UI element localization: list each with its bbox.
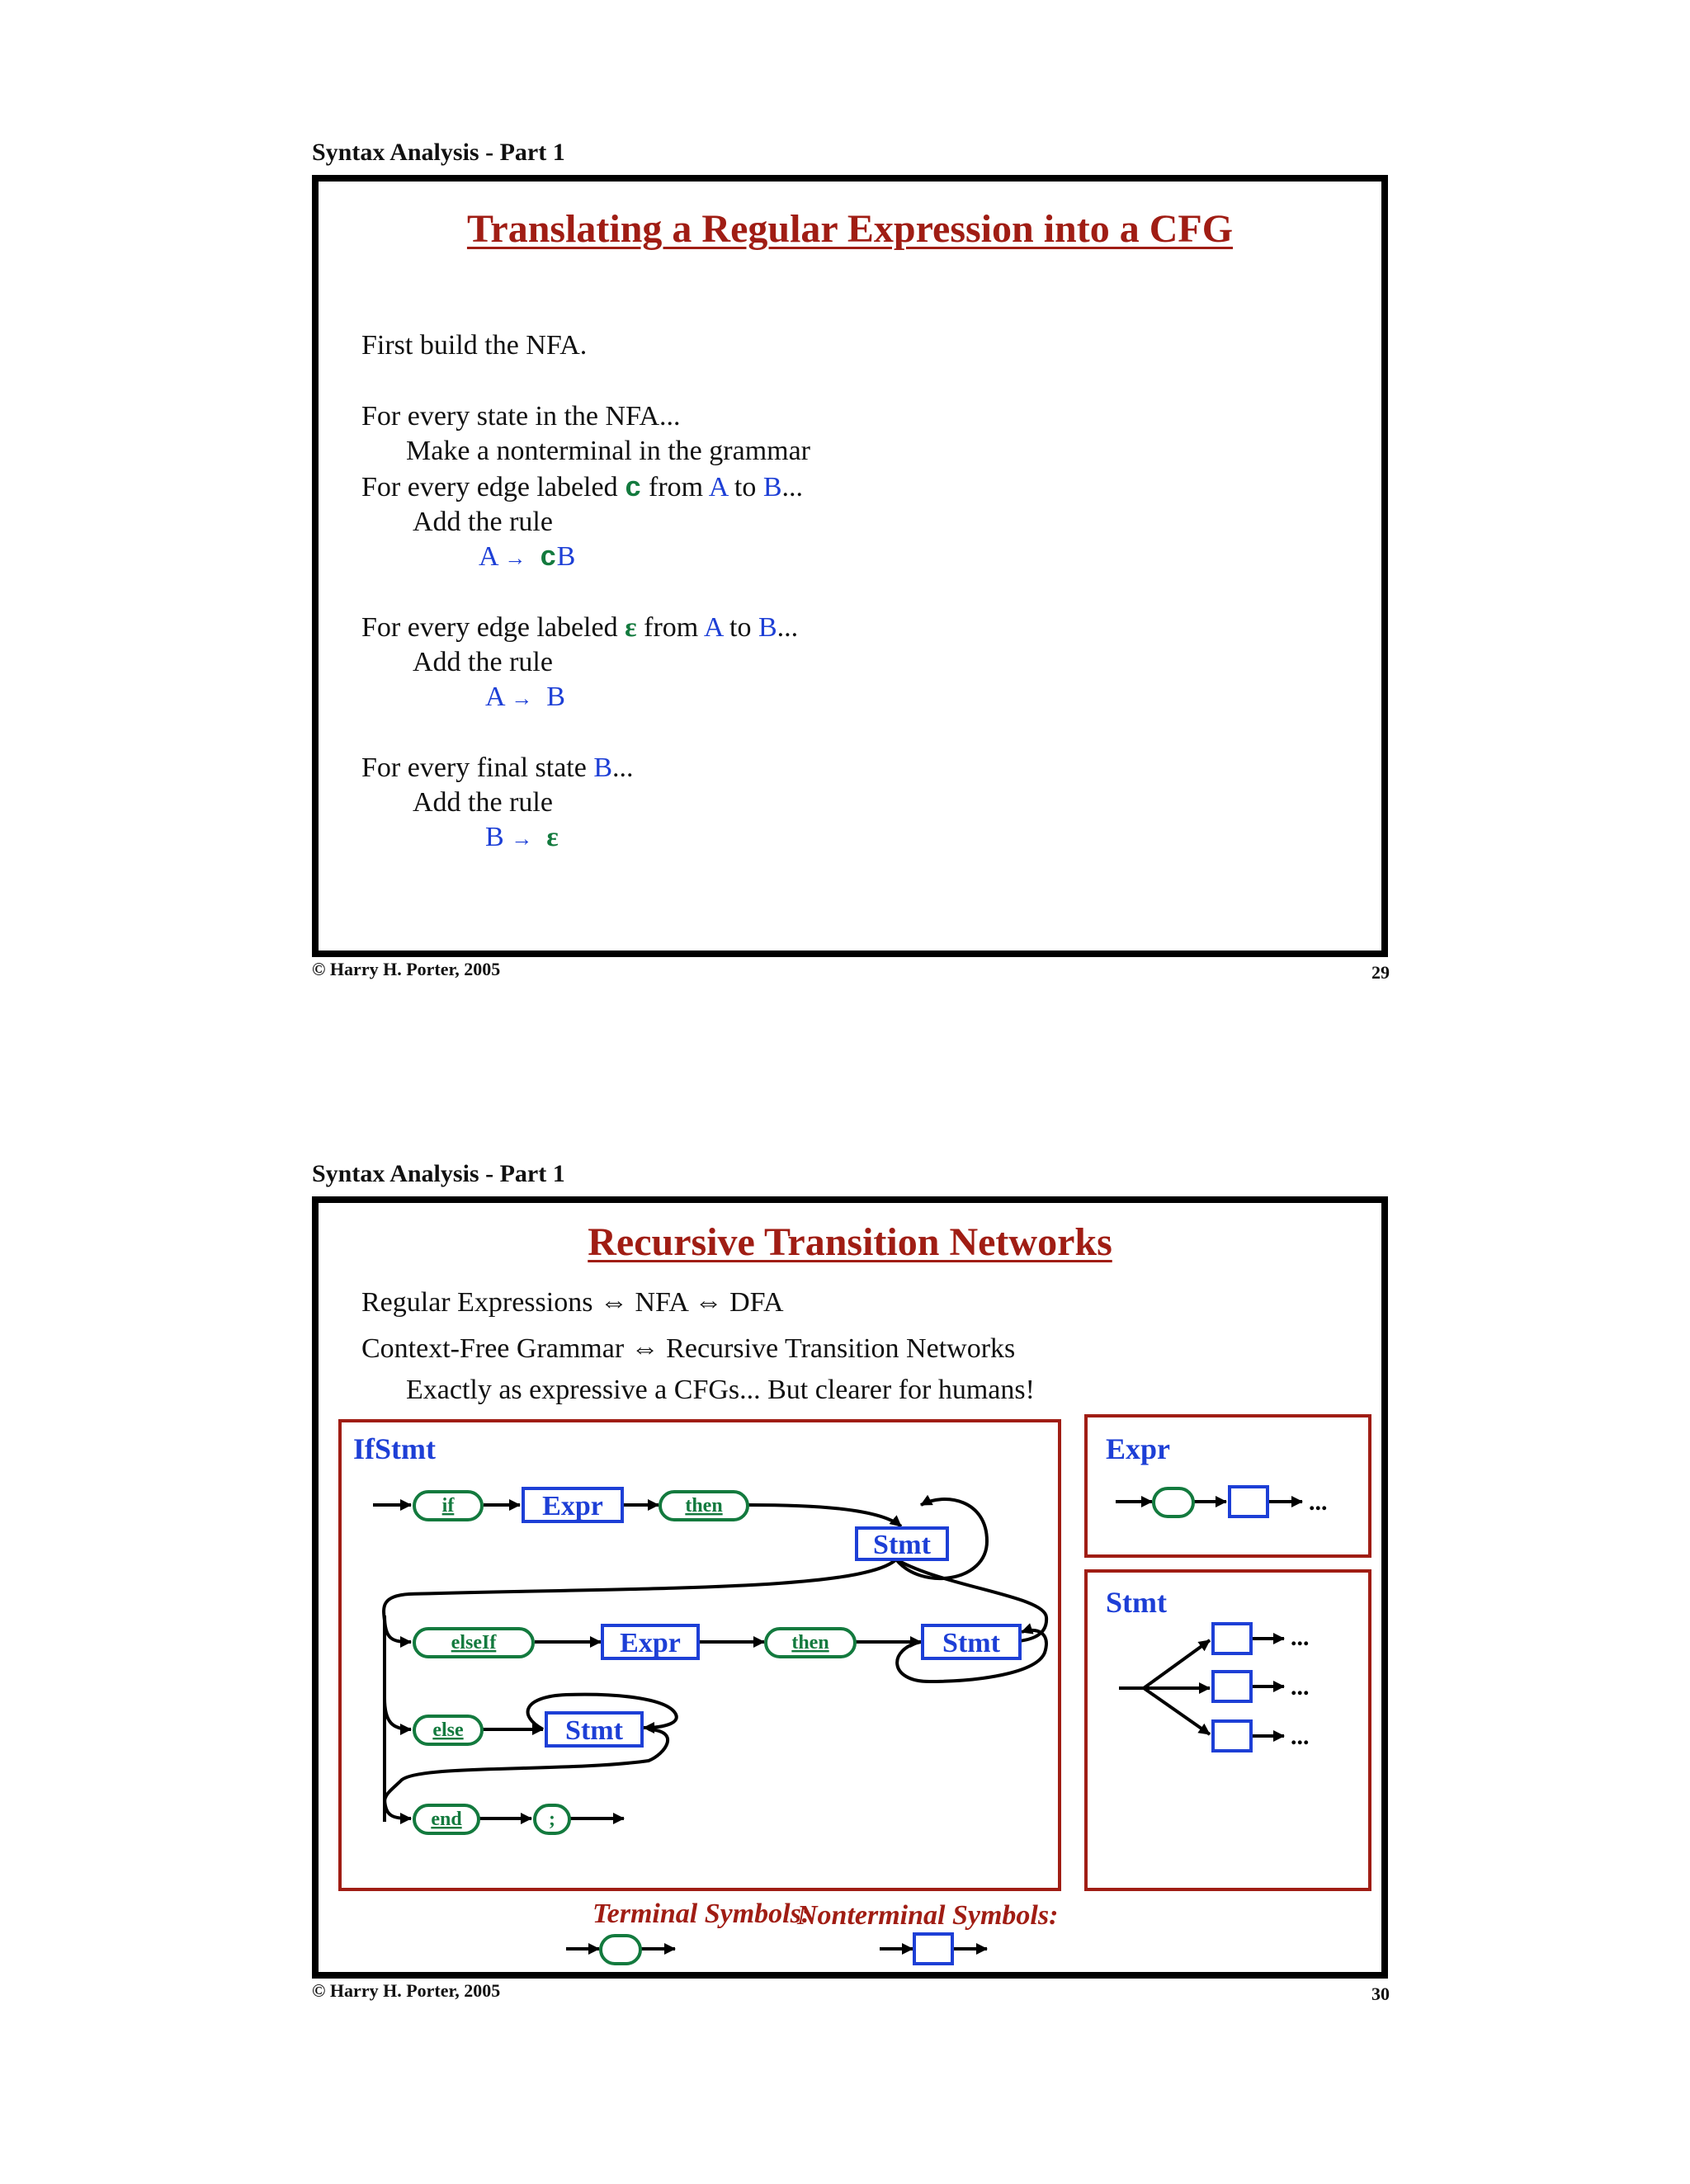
ifstmt-label: IfStmt (353, 1432, 436, 1465)
line-state-intro: For every state in the NFA... (361, 401, 681, 432)
terminal-then-1-label: then (685, 1495, 723, 1517)
edge-c-prefix: For every edge labeled (361, 472, 625, 502)
stmt-ellipsis-2: ... (1291, 1673, 1310, 1701)
line-add-rule-1: Add the rule (413, 507, 553, 537)
rule-eps (485, 682, 565, 713)
line-edge-eps (361, 612, 798, 644)
line-final (361, 752, 634, 784)
edge-c-symbol: c (625, 474, 642, 505)
edge-c-from: from (641, 472, 709, 502)
rtn-line-1: Regular Expressions ⇔ NFA ⇔ DFA (361, 1287, 784, 1318)
stmt-definition-label: Stmt (1106, 1586, 1167, 1619)
terminal-then-2-label: then (791, 1632, 829, 1653)
rule-final (485, 822, 559, 853)
stmt-ellipsis-3: ... (1291, 1723, 1310, 1750)
stmt-alt-1 (1213, 1624, 1251, 1653)
rule-c-rhs: B (556, 541, 576, 572)
nonterminal-stmt-1-label: Stmt (873, 1530, 931, 1560)
expr-ellipsis: ... (1309, 1488, 1328, 1516)
nonterminal-stmt-2-label: Stmt (942, 1628, 1000, 1658)
legend-nonterminal-shape (914, 1934, 952, 1964)
legend-terminal-label: Terminal Symbols: (592, 1899, 811, 1929)
slide1-title: Translating a Regular Expression into a CFG (466, 207, 1234, 251)
edge-eps-a: A (703, 612, 723, 643)
rule-eps-rhs: B (546, 682, 565, 712)
final-ellipsis: ... (612, 752, 634, 783)
edge-eps-to: to (722, 612, 758, 643)
legend-nonterminal-label: Nonterminal Symbols: (797, 1900, 1059, 1931)
slide2-title: Recursive Transition Networks (588, 1220, 1112, 1264)
rtn-line-3: Exactly as expressive a CFGs... But clearer for humans! (406, 1375, 1035, 1405)
edge-eps-ellipsis: ... (777, 612, 799, 643)
line-add-rule-2: Add the rule (413, 647, 553, 677)
slide1-frame (312, 175, 1388, 957)
line-state-action: Make a nonterminal in the grammar (406, 436, 810, 466)
edge-eps-from: from (636, 612, 704, 643)
rule-final-lhs: B (485, 822, 504, 852)
slide2-page-number: 30 (1371, 1984, 1390, 2004)
terminal-elseif-label: elseIf (451, 1632, 497, 1653)
slide2-frame (312, 1196, 1388, 1979)
nonterminal-expr-2-label: Expr (620, 1628, 681, 1658)
slide2-header: Syntax Analysis - Part 1 (312, 1160, 565, 1187)
legend-terminal-shape (601, 1936, 640, 1964)
edge-c-to: to (727, 472, 763, 502)
rule-c-terminal: c (540, 543, 557, 574)
nonterminal-stmt-3-label: Stmt (565, 1715, 623, 1746)
rule-eps-arrow: → (511, 686, 533, 710)
final-b: B (593, 752, 613, 783)
expr-terminal-shape (1154, 1488, 1193, 1517)
edge-eps-prefix: For every edge labeled (361, 612, 625, 643)
edge-c-a: A (708, 472, 728, 502)
terminal-end-label: end (431, 1809, 462, 1830)
rule-final-eps: ε (546, 822, 559, 852)
rule-c-arrow: → (504, 546, 526, 570)
slide1-page-number: 29 (1371, 962, 1390, 983)
rule-final-arrow: → (511, 827, 533, 851)
expr-nonterminal-shape (1230, 1487, 1268, 1517)
terminal-semicolon-label: ; (549, 1809, 555, 1830)
edge-eps-b: B (758, 612, 777, 643)
expr-definition-label: Expr (1106, 1432, 1171, 1465)
line-add-rule-3: Add the rule (413, 787, 553, 818)
terminal-else-label: else (432, 1719, 464, 1741)
slide2-copyright: © Harry H. Porter, 2005 (312, 1980, 501, 2001)
stmt-alt-3 (1213, 1721, 1251, 1751)
line-build-nfa: First build the NFA. (361, 330, 588, 361)
rule-c (479, 541, 575, 574)
stmt-alt-2 (1213, 1672, 1251, 1701)
rtn-diagram (319, 1203, 1381, 1972)
terminal-if-label: if (441, 1495, 455, 1517)
slide1-copyright: © Harry H. Porter, 2005 (312, 959, 501, 979)
line-edge-c (361, 472, 803, 505)
rtn-line-2: Context-Free Grammar ⇔ Recursive Transition Networks (361, 1333, 1016, 1364)
rule-c-lhs: A (479, 541, 498, 572)
edge-eps-symbol: ε (625, 612, 637, 643)
final-prefix: For every final state (361, 752, 594, 783)
edge-c-ellipsis: ... (781, 472, 804, 502)
nonterminal-expr-1-label: Expr (542, 1491, 603, 1521)
rule-eps-lhs: A (485, 682, 504, 712)
edge-c-b: B (762, 472, 782, 502)
slide1-header: Syntax Analysis - Part 1 (312, 139, 565, 166)
stmt-ellipsis-1: ... (1291, 1624, 1310, 1651)
